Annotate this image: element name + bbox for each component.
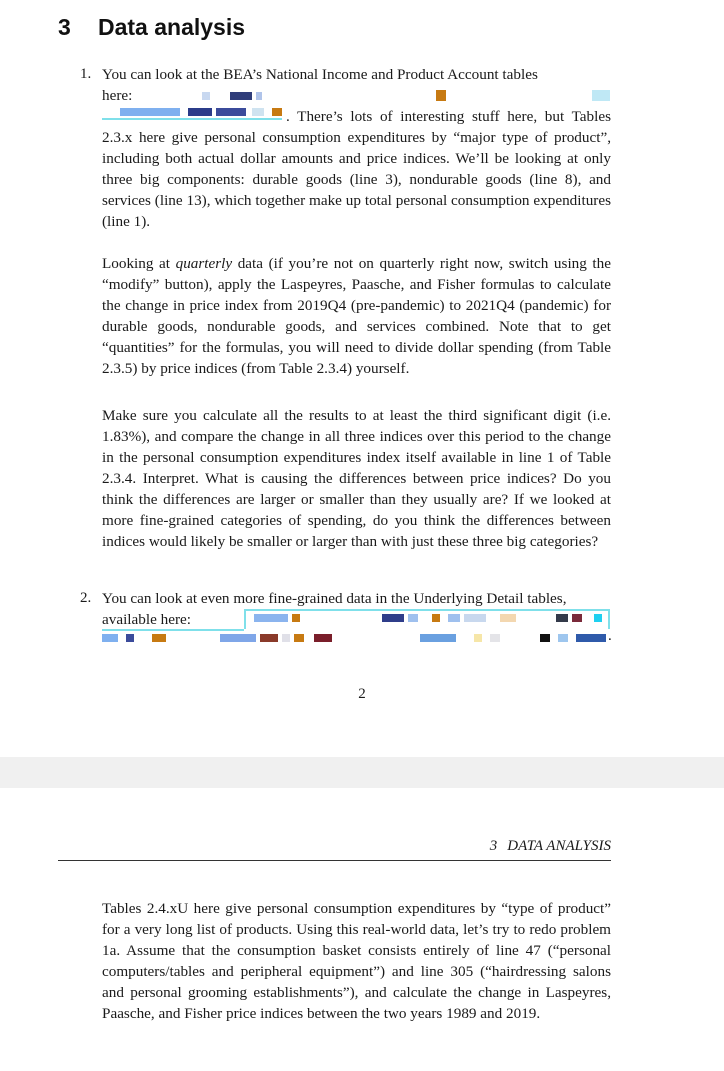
- page-number: 2: [358, 686, 366, 702]
- item2-text: You can look at even more fine-grained data in the Underlying Detail tables, available here:: [102, 590, 567, 628]
- item1-here: here:: [102, 87, 133, 104]
- item1-paragraph2: [102, 253, 611, 379]
- p2-before: Looking at: [102, 255, 176, 272]
- list-number-2: 2.: [80, 590, 92, 606]
- running-head: [58, 838, 611, 861]
- section-title-text: Data analysis: [98, 14, 246, 40]
- page2-paragraph: Tables 2.4.xU here give personal consumption expenditures by “type of product” for a very long list of products. Using this real-world data, let’s try to redo problem 1a. Assume that the consumption basket consists entirely of line 47 (“personal computers/tables and peripheral equipment”) and line 305 (“hairdressing salons and personal grooming establishments”), and calculate the change in Laspeyres, Paasche, and Fisher price indices between the two years 1989 and 2019.: [102, 900, 611, 1022]
- item1-intro-line1: You can look at the BEA’s National Income and Product Account tables: [102, 66, 538, 83]
- running-head-number: 3: [489, 838, 498, 854]
- page-2: [0, 788, 724, 1071]
- item1-paragraph3: Make sure you calculate all the results to at least the third significant digit (i.e. 1.83%), and compare the change in all three indices over this period to the change in the personal consumption expenditures index itself available in line 1 of Table 2.3.4. Interpret. What is causing the differences between price indices? Do you think the differences are larger or smaller than they usually are? If we looked at more fine-grained categories of spending, do you think the differences between indices would likely be smaller or larger than with just these three big categories?: [102, 407, 611, 550]
- p2-emphasis: quarterly: [175, 255, 233, 272]
- list-number-1: 1.: [80, 66, 92, 82]
- redacted-link-2[interactable]: [102, 608, 614, 648]
- item2-end-period: .: [608, 628, 612, 644]
- running-head-title: DATA ANALYSIS: [507, 838, 611, 854]
- page-gap: [0, 757, 724, 788]
- p2-after: data (if you’re not on quarterly right now, switch using the “modify” button), apply the Laspeyres, Paasche, and Fisher formulas to calculate the change in price index from 2019Q4 (pre-pandemic) to 2021Q4 (pandemic) for durable goods, nondurable goods, and services combined. Note that to get “quantities” for the formulas, you will need to divide dollar spending (from Table 2.3.5) by price indices (from Table 2.3.4) yourself.: [102, 255, 611, 377]
- section-number: 3: [58, 14, 71, 40]
- item1-paragraph1: . There’s lots of interesting stuff here, but Tables 2.3.x here give personal consumption expenditures by “major type of product”, including both actual dollar amounts and price indices. We’ll be looking at only three big components: durable goods (line 3), nondurable goods (line 8), and services (line 13), which together make up total personal consumption expenditures (line 1).: [102, 108, 611, 230]
- section-title: [58, 14, 245, 41]
